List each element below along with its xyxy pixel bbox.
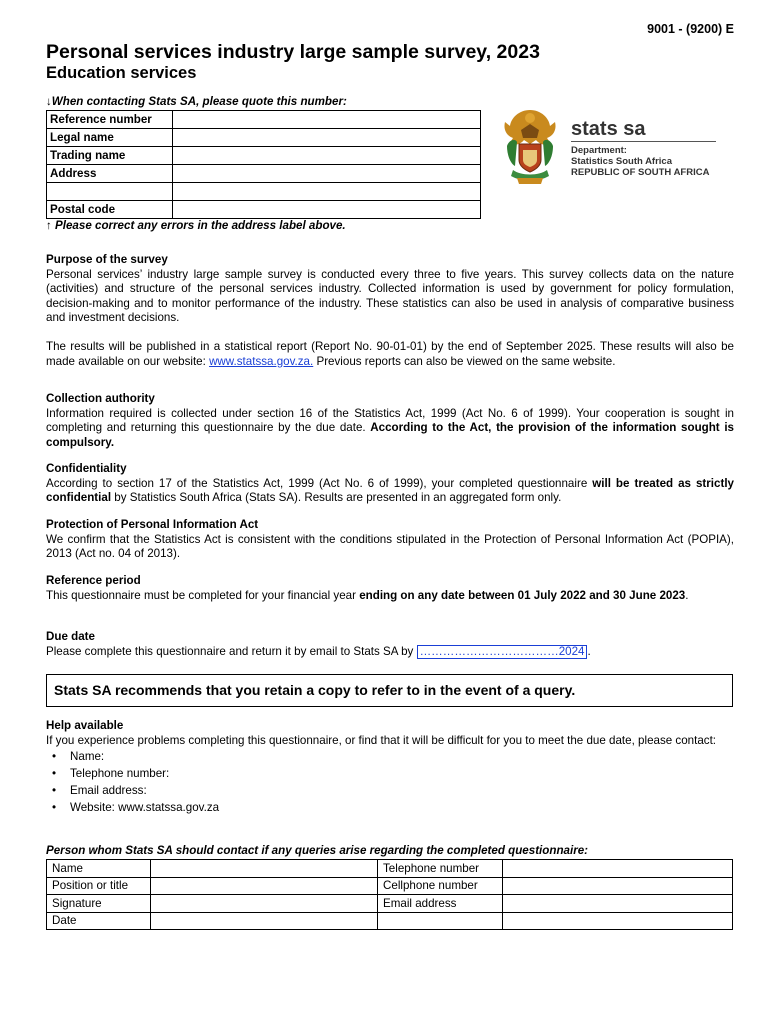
help-contact-list — [46, 748, 734, 816]
retain-copy-notice: Stats SA recommends that you retain a copy to refer to in the event of a query. — [46, 674, 733, 707]
list-item: • Telephone number: — [46, 765, 734, 782]
reference-number-field[interactable] — [173, 111, 481, 129]
authority-heading: Collection authority — [46, 392, 155, 405]
email-label: Email address — [378, 895, 503, 913]
list-item: • Website: www.statssa.gov.za — [46, 799, 734, 816]
popia-text: We confirm that the Statistics Act is consistent with the conditions stipulated in the Protection of Personal Information Act (POPIA), 2013 (Act no. 04 of 2013). — [46, 532, 734, 561]
date-label: Date — [47, 912, 151, 930]
contact-name-label: Name — [47, 860, 151, 878]
help-section — [46, 719, 734, 816]
arrow-up-icon: ↑ — [46, 219, 52, 232]
postal-code-field[interactable] — [173, 201, 481, 219]
department-text: Department: Statistics South Africa REPUBLIC OF SOUTH AFRICA — [571, 145, 710, 178]
blank-field[interactable] — [503, 912, 733, 930]
position-field[interactable] — [151, 877, 378, 895]
list-item: • Name: — [46, 748, 734, 765]
cellphone-field[interactable] — [503, 877, 733, 895]
trading-name-field[interactable] — [173, 147, 481, 165]
page-title: Personal services industry large sample survey, 2023 — [46, 41, 540, 63]
address-line-2 — [47, 183, 173, 201]
confidentiality-text: According to section 17 of the Statistics Act, 1999 (Act No. 6 of 1999), your completed questionnaire will be treated as strictly confidential by Statistics South Africa (Stats SA). Results are presented in an aggregated form only. — [46, 476, 735, 505]
form-code: 9001 - (9200) E — [647, 22, 734, 36]
postal-code-label: Postal code — [47, 201, 173, 219]
arrow-down-icon: ↓ — [46, 95, 52, 108]
confidentiality-section — [46, 462, 734, 506]
list-item: • Email address: — [46, 782, 734, 799]
trading-name-label: Trading name — [47, 147, 173, 165]
address-label: Address — [47, 165, 173, 183]
popia-heading: Protection of Personal Information Act — [46, 518, 259, 531]
popia-section — [46, 518, 734, 562]
reference-period-text: This questionnaire must be completed for your financial year ending on any date between 01 July 2022 and 30 June 2023. — [46, 588, 689, 602]
confidentiality-heading: Confidentiality — [46, 462, 127, 475]
due-date-heading: Due date — [46, 630, 95, 643]
website-link[interactable]: www.statssa.gov.za. — [209, 354, 314, 368]
contact-name-field[interactable] — [151, 860, 378, 878]
page-subtitle: Education services — [46, 64, 197, 82]
quote-note: ↓When contacting Stats SA, please quote this number: — [46, 95, 347, 108]
purpose-heading: Purpose of the survey — [46, 253, 168, 266]
signature-field[interactable] — [151, 895, 378, 913]
telephone-field[interactable] — [503, 860, 733, 878]
address-field-2[interactable] — [173, 183, 481, 201]
legal-name-field[interactable] — [173, 129, 481, 147]
authority-section — [46, 392, 734, 450]
help-text: If you experience problems completing this questionnaire, or find that it will be difficult for you to meet the due date, please contact: — [46, 733, 717, 747]
reference-period-heading: Reference period — [46, 574, 141, 587]
due-date-text: Please complete this questionnaire and return it by email to Stats SA by ………………………………2024 . — [46, 644, 591, 658]
contact-person-note: Person whom Stats SA should contact if any queries arise regarding the completed questionnaire: — [46, 844, 589, 857]
position-label: Position or title — [47, 877, 151, 895]
telephone-label: Telephone number — [378, 860, 503, 878]
purpose-section — [46, 253, 734, 369]
signature-label: Signature — [47, 895, 151, 913]
due-date-section — [46, 630, 734, 659]
contact-person-table — [46, 859, 733, 930]
address-label-table — [46, 110, 481, 219]
reference-number-label: Reference number — [47, 111, 173, 129]
legal-name-label: Legal name — [47, 129, 173, 147]
reference-period-section — [46, 574, 734, 603]
date-field[interactable] — [151, 912, 378, 930]
due-date-field[interactable]: ………………………………2024 — [417, 645, 588, 659]
logo-divider — [571, 141, 716, 142]
address-field[interactable] — [173, 165, 481, 183]
coat-of-arms-icon — [497, 104, 563, 186]
authority-text: Information required is collected under section 16 of the Statistics Act, 1999 (Act No. 6 of 1999). Your cooperation is sought in completing and returning this questionnaire by the due date. According to the Act, the provision of the information sought is compulsory. — [46, 406, 735, 449]
stats-sa-logo — [497, 104, 737, 194]
blank-label — [378, 912, 503, 930]
correct-errors-note: ↑ Please correct any errors in the address label above. — [46, 219, 346, 232]
email-field[interactable] — [503, 895, 733, 913]
cellphone-label: Cellphone number — [378, 877, 503, 895]
brand-name: stats sa — [571, 118, 646, 140]
purpose-text: Personal services’ industry large sample survey is conducted every three to five years. This survey collects data on the nature (activities) and structure of the personal services industry. Collected information is used by government for policy formulation, decision-making and to monitor performance of the industry. These statistics can also be used in analysis of comparative business and investment decisions. — [46, 267, 734, 325]
results-text: The results will be published in a statistical report (Report No. 90-01-01) by the end of September 2025. These results will also be made available on our website: www.statssa.gov.za. Previous reports can also be viewed on the same website. — [46, 339, 734, 368]
help-heading: Help available — [46, 719, 124, 732]
